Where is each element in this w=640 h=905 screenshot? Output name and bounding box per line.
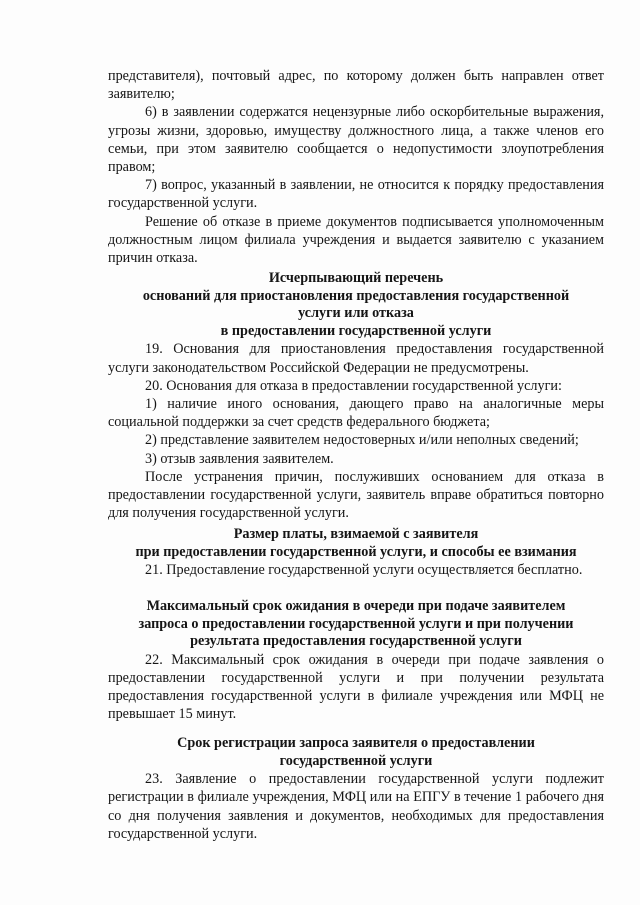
paragraph: 2) представление заявителем недостоверных и/или неполных сведений; <box>145 432 579 449</box>
paragraph: 21. Предоставление государственной услуги осуществляется бесплатно. <box>145 562 583 579</box>
heading-line: государственной услуги <box>279 752 433 769</box>
heading-line: Исчерпывающий перечень <box>268 270 444 286</box>
paragraph: 6) в заявлении содержатся нецензурные либо оскорбительные выражения, угрозы жизни, здоровью, имуществу должностного лица, а также членов его семьи, при этом заявителю сообщается о недопустимости злоупотребления правом; <box>108 104 604 176</box>
paragraph: Решение об отказе в приеме документов подписывается уполномоченным должностным лицом филиала учреждения и выдается заявителю с указанием причин отказа. <box>108 213 604 267</box>
heading-line: Размер платы, взимаемой с заявителя <box>233 526 479 542</box>
heading-line: результата предоставления государственной услуги <box>190 633 522 650</box>
section-heading <box>108 526 604 561</box>
section-waiting-time <box>108 598 604 724</box>
section-heading <box>108 598 604 651</box>
heading-line: Срок регистрации запроса заявителя о предоставлении <box>177 735 535 751</box>
heading-line: оснований для приостановления предоставления государственной <box>142 287 570 304</box>
paragraph: 7) вопрос, указанный в заявлении, не относится к порядку предоставления государственной услуги. <box>108 177 604 212</box>
section-suspension-refusal <box>108 270 604 522</box>
heading-line: запроса о предоставлении государственной услуги и при получении <box>138 615 574 632</box>
paragraph: 20. Основания для отказа в предоставлении государственной услуги: <box>145 377 562 394</box>
paragraph: 19. Основания для приостановления предоставления государственной услуги законодательством Российской Федерации не предусмотрены. <box>108 341 604 376</box>
section-heading <box>108 735 604 770</box>
heading-line: при предоставлении государственной услуги, и способы ее взимания <box>135 543 577 560</box>
refusal-grounds-continuation <box>108 67 604 267</box>
paragraph: 23. Заявление о предоставлении государственной услуги подлежит регистрации в филиале учреждения, МФЦ или на ЕПГУ в течение 1 рабочего дня со дня получения заявления и документов, необходимых для предоставления государственной услуги. <box>108 771 604 842</box>
paragraph: 22. Максимальный срок ожидания в очереди при подаче заявления о предоставлении государственной услуги и при получении результата предоставления государственной услуги в филиале учреждения или МФЦ не превышает 15 минут. <box>108 651 604 723</box>
heading-line: услуги или отказа <box>298 305 414 322</box>
heading-line: Максимальный срок ожидания в очереди при подаче заявителем <box>146 598 566 614</box>
paragraph: 1) наличие иного основания, дающего право на аналогичные меры социальной поддержки за счет средств федерального бюджета; <box>108 395 604 431</box>
section-registration <box>108 735 604 843</box>
paragraph: представителя), почтовый адрес, по которому должен быть направлен ответ заявителю; <box>108 68 604 103</box>
section-fee <box>108 526 604 579</box>
paragraph: После устранения причин, послуживших основанием для отказа в предоставлении государственной услуги, заявитель вправе обратиться повторно для получения государственной услуги. <box>108 468 604 522</box>
heading-line: в предоставлении государственной услуги <box>220 322 492 339</box>
paragraph: 3) отзыв заявления заявителем. <box>145 450 334 467</box>
section-heading <box>108 270 604 340</box>
